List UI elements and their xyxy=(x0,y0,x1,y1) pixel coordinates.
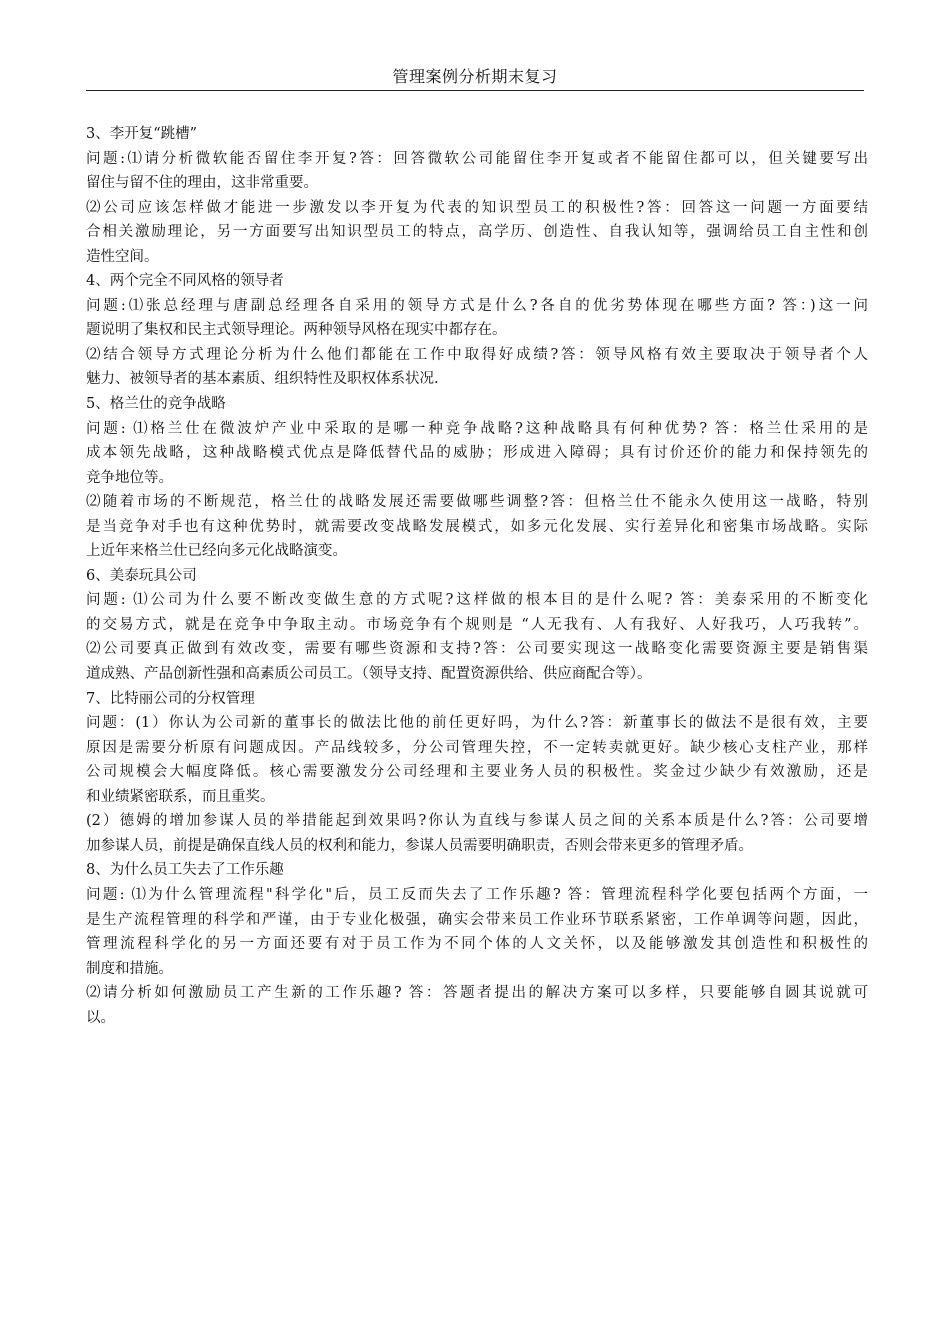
text-line: 和业绩紧密联系，而且重奖。 xyxy=(86,788,275,805)
text-line: ⑵请分析如何激励员工产生新的工作乐趣? 答：答题者提出的解决方案可以多样，只要能够自圆其说就可 xyxy=(86,985,868,1002)
text-line: 是当竞争对手也有这种优势时，就需要改变战略发展模式，如多元化发展、实行差异化和密集市场战略。实际 xyxy=(86,518,868,535)
text-line: (2）德姆的增加参谋人员的举措能起到效果吗?你认为直线与参谋人员之间的关系本质是什么?答：公司要增 xyxy=(86,813,868,830)
text-line: ⑵公司要真正做到有效改变，需要有哪些资源和支持?答：公司要实现这一战略变化需要资源主要是销售渠 xyxy=(86,641,868,658)
text-line: 加参谋人员，前提是确保直线人员的权利和能力，参谋人员需要明确职责，否则会带来更多的管理矛盾。 xyxy=(86,837,753,854)
text-line: ⑵结合领导方式理论分析为什么他们都能在工作中取得好成绩?答：领导风格有效主要取决于领导者个人 xyxy=(86,346,868,363)
text-line: 原因是需要分析原有问题成因。产品线较多，分公司管理失控，不一定转卖就更好。缺少核心支柱产业，那样 xyxy=(86,739,868,756)
text-line: 魅力、被领导者的基本素质、组织特性及职权体系状况. xyxy=(86,371,439,388)
text-line: ⑵公司应该怎样做才能进一步激发以李开复为代表的知识型员工的积极性?答：回答这一问题一方面要结 xyxy=(86,199,868,216)
text-line: 合相关激励理论，另一方面要写出知识型员工的特点，高学历、创造性、自我认知等，强调给员工自主性和创 xyxy=(86,224,868,241)
text-line: 竞争地位等。 xyxy=(86,469,173,486)
text-line: 制度和措施。 xyxy=(86,960,173,977)
section-heading: 6、美泰玩具公司 xyxy=(86,567,197,584)
text-line: 造性空间。 xyxy=(86,248,159,265)
text-line: 上近年来格兰仕已经向多元化战略演变。 xyxy=(86,543,347,560)
text-line: 留住与留不住的理由，这非常重要。 xyxy=(86,175,318,192)
text-line: 道成熟、产品创新性强和高素质公司员工。（领导支持、配置资源供给、供应商配合等）。 xyxy=(86,666,652,683)
text-line: 题说明了集权和民主式领导理论。两种领导风格在现实中都存在。 xyxy=(86,322,507,339)
text-line: 的交易方式，就是在竞争中争取主动。市场竞争有个规则是 “人无我有、人有我好、人好我巧，人巧我转”。 xyxy=(86,616,868,633)
document-body xyxy=(86,122,868,1030)
text-line: 问题:⑴张总经理与唐副总经理各自采用的领导方式是什么?各自的优劣势体现在哪些方面? 答：)这一问 xyxy=(86,297,868,314)
text-line: 问题: ⑴为什么管理流程"科学化"后，员工反而失去了工作乐趣? 答：管理流程科学化要包括两个方面，一 xyxy=(86,886,868,903)
section-heading: 7、比特丽公司的分权管理 xyxy=(86,690,255,707)
text-line: 成本领先战略，这种战略模式优点是降低替代品的威胁；形成进入障碍；具有讨价还价的能力和保持领先的 xyxy=(86,445,868,462)
text-line: 管理流程科学化的另一方面还要有对于员工作为不同个体的人文关怀，以及能够激发其创造性和积极性的 xyxy=(86,936,868,953)
section-heading: 8、为什么员工失去了工作乐趣 xyxy=(86,862,284,879)
text-line: 问题: ⑴格兰仕在微波炉产业中采取的是哪一种竞争战略?这种战略具有何种优势? 答：格兰仕采用的是 xyxy=(86,420,868,437)
section-heading: 4、两个完全不同风格的领导者 xyxy=(86,273,284,290)
text-line: 问题:⑴请分析微软能否留住李开复?答：回答微软公司能留住李开复或者不能留住都可以，但关键要写出 xyxy=(86,150,868,167)
text-line: 问题：(1）你认为公司新的董事长的做法比他的前任更好吗，为什么?答：新董事长的做法不是很有效，主要 xyxy=(86,715,868,732)
text-line: 以。 xyxy=(86,1009,115,1026)
text-line: 是生产流程管理的科学和严谨，由于专业化极强，确实会带来员工作业环节联系紧密，工作单调等问题，因此， xyxy=(86,911,868,928)
text-line: 公司规模会大幅度降低。核心需要激发分公司经理和主要业务人员的积极性。奖金过少缺少有效激励，还是 xyxy=(86,764,868,781)
text-line: ⑵随着市场的不断规范，格兰仕的战略发展还需要做哪些调整?答：但格兰仕不能永久使用这一战略，特别 xyxy=(86,494,868,511)
page-title: 管理案例分析期末复习 xyxy=(392,67,558,86)
page-header xyxy=(86,64,864,91)
section-heading: 3、李开复“跳槽” xyxy=(86,126,198,142)
section-heading: 5、格兰仕的竞争战略 xyxy=(86,396,226,413)
text-line: 问题: ⑴公司为什么要不断改变做生意的方式呢?这样做的根本目的是什么呢? 答：美泰采用的不断变化 xyxy=(86,592,868,609)
